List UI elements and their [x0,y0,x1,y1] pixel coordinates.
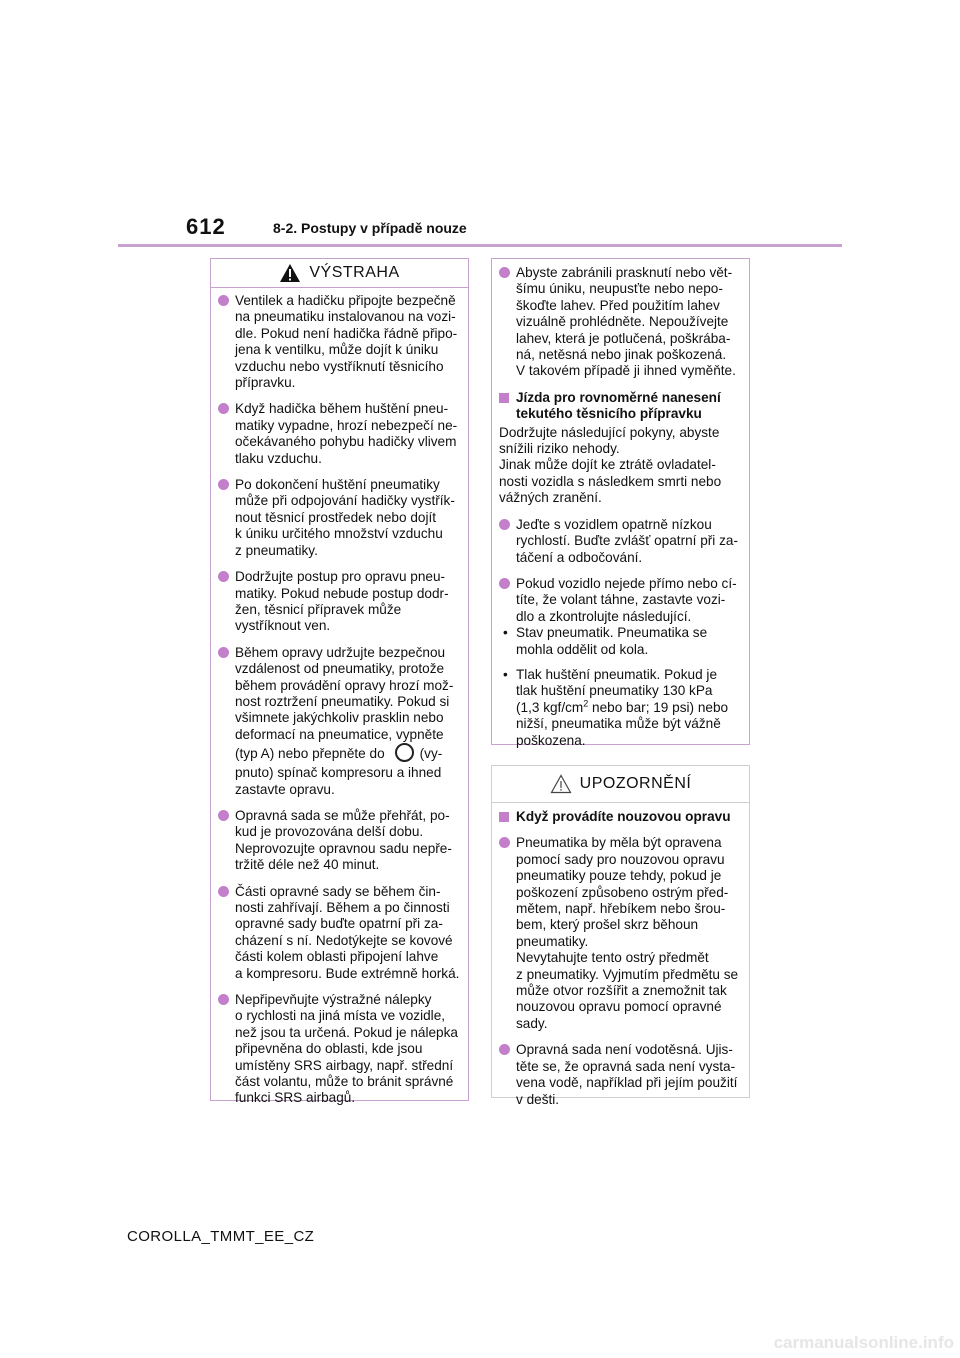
text-line: Jinak může dojít ke ztrátě ovladatel- [499,457,716,473]
bullet-icon [499,812,509,822]
text-line: dle. Pokud není hadička řádně připo- [235,325,458,341]
bullet-icon [499,519,510,530]
bullet-icon [499,837,510,848]
text-line: pneumatiky pouze tehdy, pokud je [516,868,722,884]
text-line: cházení s ní. Nedotýkejte se kovové [235,932,453,948]
text-line: Ventilek a hadičku připojte bezpečně [235,293,456,308]
text-line: v dešti. [516,1091,560,1107]
text-line: Jízda pro rovnoměrné nanesení [516,389,721,405]
bullet-icon [499,393,509,403]
notice-header [492,766,749,803]
text-line: dlo a zkontrolujte následující. [516,608,692,624]
text-line: táčení a odbočování. [516,549,643,565]
text-line: V takovém případě ji ihned vyměňte. [516,363,736,379]
warning-item [218,808,462,874]
bullet-icon [218,479,229,490]
text-line: Opravná sada se může přehřát, po- [235,807,450,823]
list-item [499,576,743,625]
text-line: může při odpojování hadičky vystřík- [235,493,455,509]
warning-item [218,477,462,559]
text-line: vzduchu nebo vystříknutí těsnicího [235,358,444,374]
text-line: Dodržujte postup pro opravu pneu- [235,569,446,585]
text-line: sady. [516,1015,548,1031]
text-line: vystříknout ven. [235,618,331,634]
right-warning-body [492,259,749,764]
text-line: zastavte opravu. [235,781,335,797]
list-item [499,265,743,380]
text-line: během provádění opravy hrozí mož- [235,677,454,693]
text-line: opravné sady buďte opatrní při za- [235,916,443,932]
bullet-icon [499,578,510,589]
text-line: Části opravné sady se během čin- [235,883,441,899]
sub-list-item: • Stav pneumatik. Pneumatika se mohla oddělit od kola. [499,625,743,658]
warning-header [211,259,468,288]
text-line: tlaku vzduchu. [235,450,322,466]
text-line: matiky. Pokud nebude postup dodr- [235,585,449,601]
bullet-icon [218,810,229,821]
text-line: těte se, že opravná sada není vysta- [516,1058,736,1074]
list-item [499,517,743,566]
text-line: nost roztržení pneumatiky. Pokud si [235,693,450,709]
text-line: tekutého těsnicího přípravku [516,406,702,422]
subheading [499,390,743,423]
text-line: Pokud vozidlo nejede přímo nebo cí- [516,575,737,591]
text-line: Nepřipevňujte výstražné nálepky [235,992,432,1008]
text-line: Stav pneumatik. Pneumatika se [516,625,708,641]
text-line: části kolem oblasti připojení lahve [235,949,439,965]
bullet-icon [218,571,229,582]
page-number: 612 [186,214,226,239]
text-line: vena vodě, například při jejím použití [516,1075,738,1091]
text-line: k úniku určitého množství vzduchu [235,526,443,542]
text-line: o rychlosti na jiná místa ve vozidle, [235,1008,446,1024]
text-line: nosti vozidla s následkem smrti nebo [499,473,722,489]
bullet-icon [218,886,229,897]
warning-triangle-icon [279,263,301,283]
bullet-icon [218,403,229,414]
bullet-icon [499,1044,510,1055]
text-line: část volantu, může to bránit správné [235,1074,454,1090]
text-line: nout těsnicí prostředek nebo dojít [235,509,437,525]
notice-title: UPOZORNĚNÍ [579,775,692,792]
text-line: škoďte lahev. Před použitím lahev [516,297,720,313]
text-line: všimnete jakýchkoliv prasklin nebo [235,710,444,726]
text-line: připevněna do oblasti, kde jsou [235,1041,423,1057]
text-line: Po dokončení huštění pneumatiky [235,477,440,493]
text-line: Nevytahujte tento ostrý předmět [516,950,709,966]
text-line: Jeďte s vozidlem opatrně nízkou [516,516,712,532]
subheading: Když provádíte nouzovou opravu [499,809,743,825]
text-line: šímu úniku, neupusťte nebo nepo- [516,281,723,297]
text-line: Pneumatika by měla být opravena [516,835,722,851]
warning-item [218,293,462,391]
text-line: nosti zahřívají. Během a po činnosti [235,900,450,915]
text-line: snížili riziko nehody. [499,441,620,457]
sub-list-item: • Tlak huštění pneumatik. Pokud je tlak huštění pneumatiky 130 kPa (1,3 kgf/$cm^2$ nebo bar; 19 psi) nebo nižší, pneumatika může být vážně poškozena. [503,666,729,748]
text-line: ná, netěsná nebo jinak poškozená. [516,347,727,363]
warning-item: Během opravy udržujte bezpečnou vzdálenost od pneumatiky, protože během provádění opravy hrozí mož- nost roztržení pneumatiky. Pokud si všimnete jakýchkoliv prasklin nebo deformací na pneumatice, vypněte (typ A) nebo přepněte do (vy- pnuto) spínač kompresoru a ihned zastavte opravu. [218,645,462,798]
text-line: pnuto) spínač kompresoru a ihned [235,765,442,781]
text-line: očekávaného pohybu hadičky vlivem [235,434,457,450]
section-title: 8-2. Postupy v případě nouze [273,220,467,236]
text-line: z pneumatiky. [235,542,318,558]
right-warning-box [491,258,750,748]
bullet-icon [499,267,510,278]
text-line: mětem, např. hřebíkem nebo šrou- [516,901,726,917]
text-line: přípravku. [235,375,296,391]
text-line: deformací na pneumatice, vypněte [235,726,444,742]
text-line: než jsou ta určená. Pokud je nálepka [235,1024,458,1040]
text-line: vážných zranění. [499,490,602,506]
text-line: matiky vypadne, hrozí nebezpečí ne- [235,417,458,433]
text-line: Opravná sada není vodotěsná. Ujis- [516,1042,733,1058]
text-line: Když hadička během huštění pneu- [235,401,449,417]
text-line: Dodržujte následující pokyny, abyste [499,424,720,440]
warning-item [218,569,462,635]
warning-body [211,288,468,1123]
text-line: bem, který prošel skrz běhoun [516,917,699,933]
text-line: může otvor rozšířit a znemožnit tak [516,983,727,999]
list-item [499,835,743,1032]
text-line: poškození způsobeno ostrým před- [516,884,729,900]
svg-text:carmanualsonline.info: carmanualsonline.info [773,1333,954,1352]
off-position-icon [395,743,414,762]
text-line: kud je provozována delší dobu. [235,824,424,840]
bullet-icon [218,295,229,306]
watermark-logo [740,1318,960,1358]
text-line: z pneumatiky. Vyjmutím předmětu se [516,966,739,982]
warning-box [210,258,469,1106]
warning-item [218,884,462,982]
list-item [499,1042,743,1108]
text-line: nouzovou opravu pomocí opravné [516,999,722,1015]
text-line: vzdálenost od pneumatiky, protože [235,661,445,677]
header-rule [118,244,842,247]
text-line: Neprovozujte opravnou sadu nepře- [235,840,452,856]
footer-model: COROLLA_TMMT_EE_CZ [127,1228,315,1245]
notice-box [491,765,750,1107]
warning-item [218,992,462,1107]
text-line: tržitě déle než 40 minut. [235,857,380,873]
warning-title: VÝSTRAHA [309,264,400,281]
watermark [740,1318,960,1358]
text-line: pomocí sady pro nouzovou opravu [516,851,725,867]
notice-body [492,803,749,1124]
text-line: Během opravy udržujte bezpečnou [235,644,446,660]
text-line: mohla oddělit od kola. [516,641,649,657]
bullet-icon [218,994,229,1005]
text-line: funkci SRS airbagů. [235,1090,356,1106]
text-line: vizuálně prohlédněte. Nepoužívejte [516,314,729,330]
text-line: a kompresoru. Bude extrémně horká. [235,965,460,981]
text-line: na pneumatiku instalovanou na vozi- [235,309,456,325]
text-line: umístěny SRS airbagy, např. střední [235,1057,454,1073]
text-line: rychlostí. Buďte zvlášť opatrní při za- [516,533,738,549]
bullet-icon [218,647,229,658]
text-line: žen, těsnicí přípravek může [235,601,402,617]
warning-item [218,401,462,467]
caution-triangle-icon [550,774,572,794]
text-line: títe, že volant táhne, zastavte vozi- [516,592,726,608]
paragraph [499,425,743,507]
text-line: lahev, která je potlučená, poškrába- [516,330,731,346]
text-line: pneumatiky. [516,933,589,949]
text-line: Abyste zabránili prasknutí nebo vět- [516,265,733,280]
text-line: jena k ventilku, může dojít k úniku [235,342,439,358]
